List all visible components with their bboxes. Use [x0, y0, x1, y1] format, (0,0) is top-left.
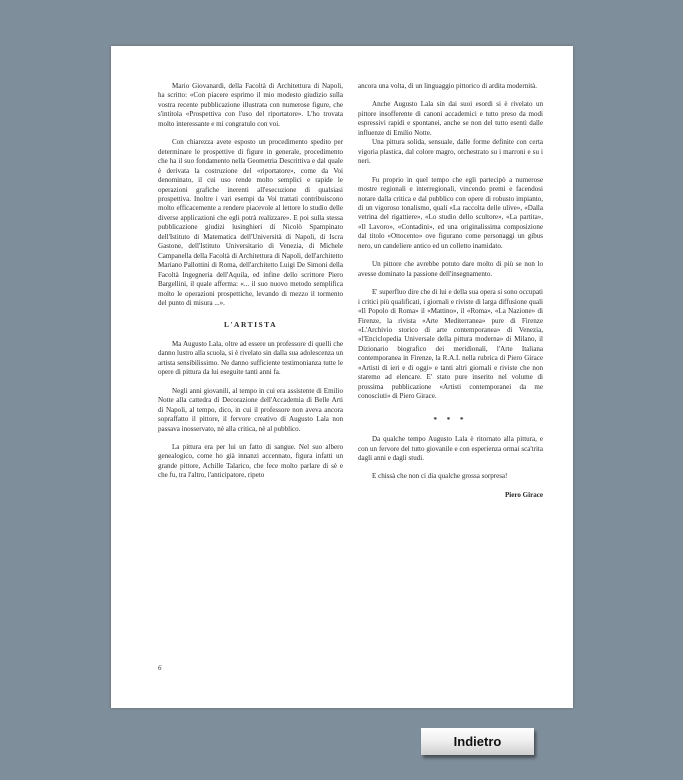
paragraph: Una pittura solida, sensuale, dalle forme definite con certa vigoria plastica, dal colore magro, orchestrato su i marroni e su i neri.: [358, 138, 543, 166]
paragraph-continuation: ancora una volta, di un linguaggio pittorico di ardita modernità.: [358, 82, 538, 90]
paragraph: Con chiarezza avete esposto un procedimento spedito per determinare le prospettive di figure in generale, procedimento che ha il suo fondamento nella Geometria Descrittiva e dal quale è derivata la costruzione del «riportatore», come da Voi denominato, il cui uso rende molto semplici e rapide le operazioni grafiche inerenti all'esecuzione di qualsiasi prospettiva. Inoltre i vari esempi da Voi trattati contribuiscono molto efficacemente a rendere piacevole al lettore lo studio delle diverse applicazioni che egli potrà realizzare». E poi sulla stessa pubblicazione giudizi lusinghieri di Nicolò Spampinato dell'Istituto di Matematica dell'Università di Napoli, di Iscra Gastone, dell'Istituto Universitario di Venezia, di Michele Campanella della Facoltà di Architettura di Napoli, dell'architetto Mariano Pallottini di Roma, dell'architetto Luigi De Simoni della Facoltà Ingegneria dell'Aquila, ed infine dello scrittore Piero Bargellini, il quale afferma: «... il suo nuovo metodo semplifica molto le operazioni prospettiche, levando di mezzo il tormento del punto di misura ...».: [158, 138, 343, 307]
author-signature: Piero Girace: [504, 490, 543, 499]
paragraph: Mario Giovanardi, della Facoltà di Architettura di Napoli, ha scritto: «Con piacere esprimo il mio modesto giudizio sulla vostra recente pubblicazione illustrata con numerose figure, che s'intitola «Prospettiva con l'uso del riportatore». L'ho trovata molto interessante e mi congratulo con voi.: [158, 82, 343, 128]
paragraph: Un pittore che avrebbe potuto dare molto di più se non lo avesse dominato la passione dell'insegnamento.: [358, 260, 543, 278]
left-column: [158, 82, 343, 481]
section-heading: L'ARTISTA: [223, 320, 278, 330]
section-separator: * * *: [433, 415, 468, 424]
paragraph: La pittura era per lui un fatto di sangue. Nel suo albero genealogico, come ho già innanzi accennato, figura infatti un grande pittore, Achille Talarico, che fece molto parlare di sè e che fu, tra l'altro, l'anticipatore, ripeto: [158, 442, 343, 480]
paragraph: Da qualche tempo Augusto Lala è ritornato alla pittura, e con un fervore del tutto giovanile e con esperienza ormai sca'trita dagli anni e dagli studi.: [358, 435, 543, 462]
paragraph: Negli anni giovanili, al tempo in cui era assistente di Emilio Notte alla cattedra di Decorazione dell'Accademia di Belle Arti di Napoli, al tempo, dico, in cui il professore non aveva ancora sopraffatto il pittore, il fervore creativo di Augusto Lala non passava inosservato, nè alla critica, nè al pubblico.: [158, 386, 343, 433]
right-column: [358, 82, 543, 500]
document-page: [111, 46, 573, 708]
paragraph: E' superfluo dire che di lui e della sua opera si sono occupati i critici più qualificati, i giornali e riviste di larga diffusione quali «Il Popolo di Roma» il «Mattino», il «Roma», «La Nazione» di Firenze, la rivista «Arte Mediterranea» pure di Firenze «L'Archivio storico di arte contemporanea» di Venezia, «l'Enciclopedia Universale della pittura moderna» di Milano, il Dizionario biografico dei meridionali, l'Arte Italiana contemporanea in Firenze, la R.A.I. nella rubrica di Piero Girace «Artisti di ieri e di oggi» e tanti altri giornali e riviste che non staremo ad elencare. E' stato pure inserito nel volume di prossima pubblicazione «Artisti contemporanei da me conosciuti» di Piero Girace.: [358, 288, 543, 401]
paragraph: Anche Augusto Lala sin dai suoi esordi si è rivelato un pittore insofferente di canoni accademici e tutto preso da modi espressivi rapidi e spontanei, anche se non del tutto esenti dalle influenze di Emilio Notte.: [358, 100, 543, 137]
paragraph: E chissà che non ci dia qualche grossa sorpresa!: [372, 472, 508, 481]
page-number: 6: [158, 664, 162, 672]
paragraph: Fu proprio in quel tempo che egli partecipò a numerose mostre regionali e interregionali, vincendo premi e facendosi notare dalla critica e dal pubblico con opere di robusto impianto, di un vigoroso tonalismo, quali «La raccolta delle ulive», «Dalla vetrina del rigattiere», «Lo studio dello scultore», «La partita», «Il Lavoro», «Contadini», ed una originalissima composizione dal titolo «Ottocento» ove figurano come personaggi un gibus nero, un candeliere antico ed un colletto inamidato.: [358, 175, 543, 250]
back-button[interactable]: Indietro: [421, 728, 534, 755]
paragraph: Ma Augusto Lala, oltre ad essere un professore di quelli che danno lustro alla scuola, si è rivelato sin dalla sua adolescenza un artista sensibilissimo. Ne danno sufficiente testimonianza tutte le opere di pittura da lui eseguite tanti anni fa.: [158, 339, 343, 377]
